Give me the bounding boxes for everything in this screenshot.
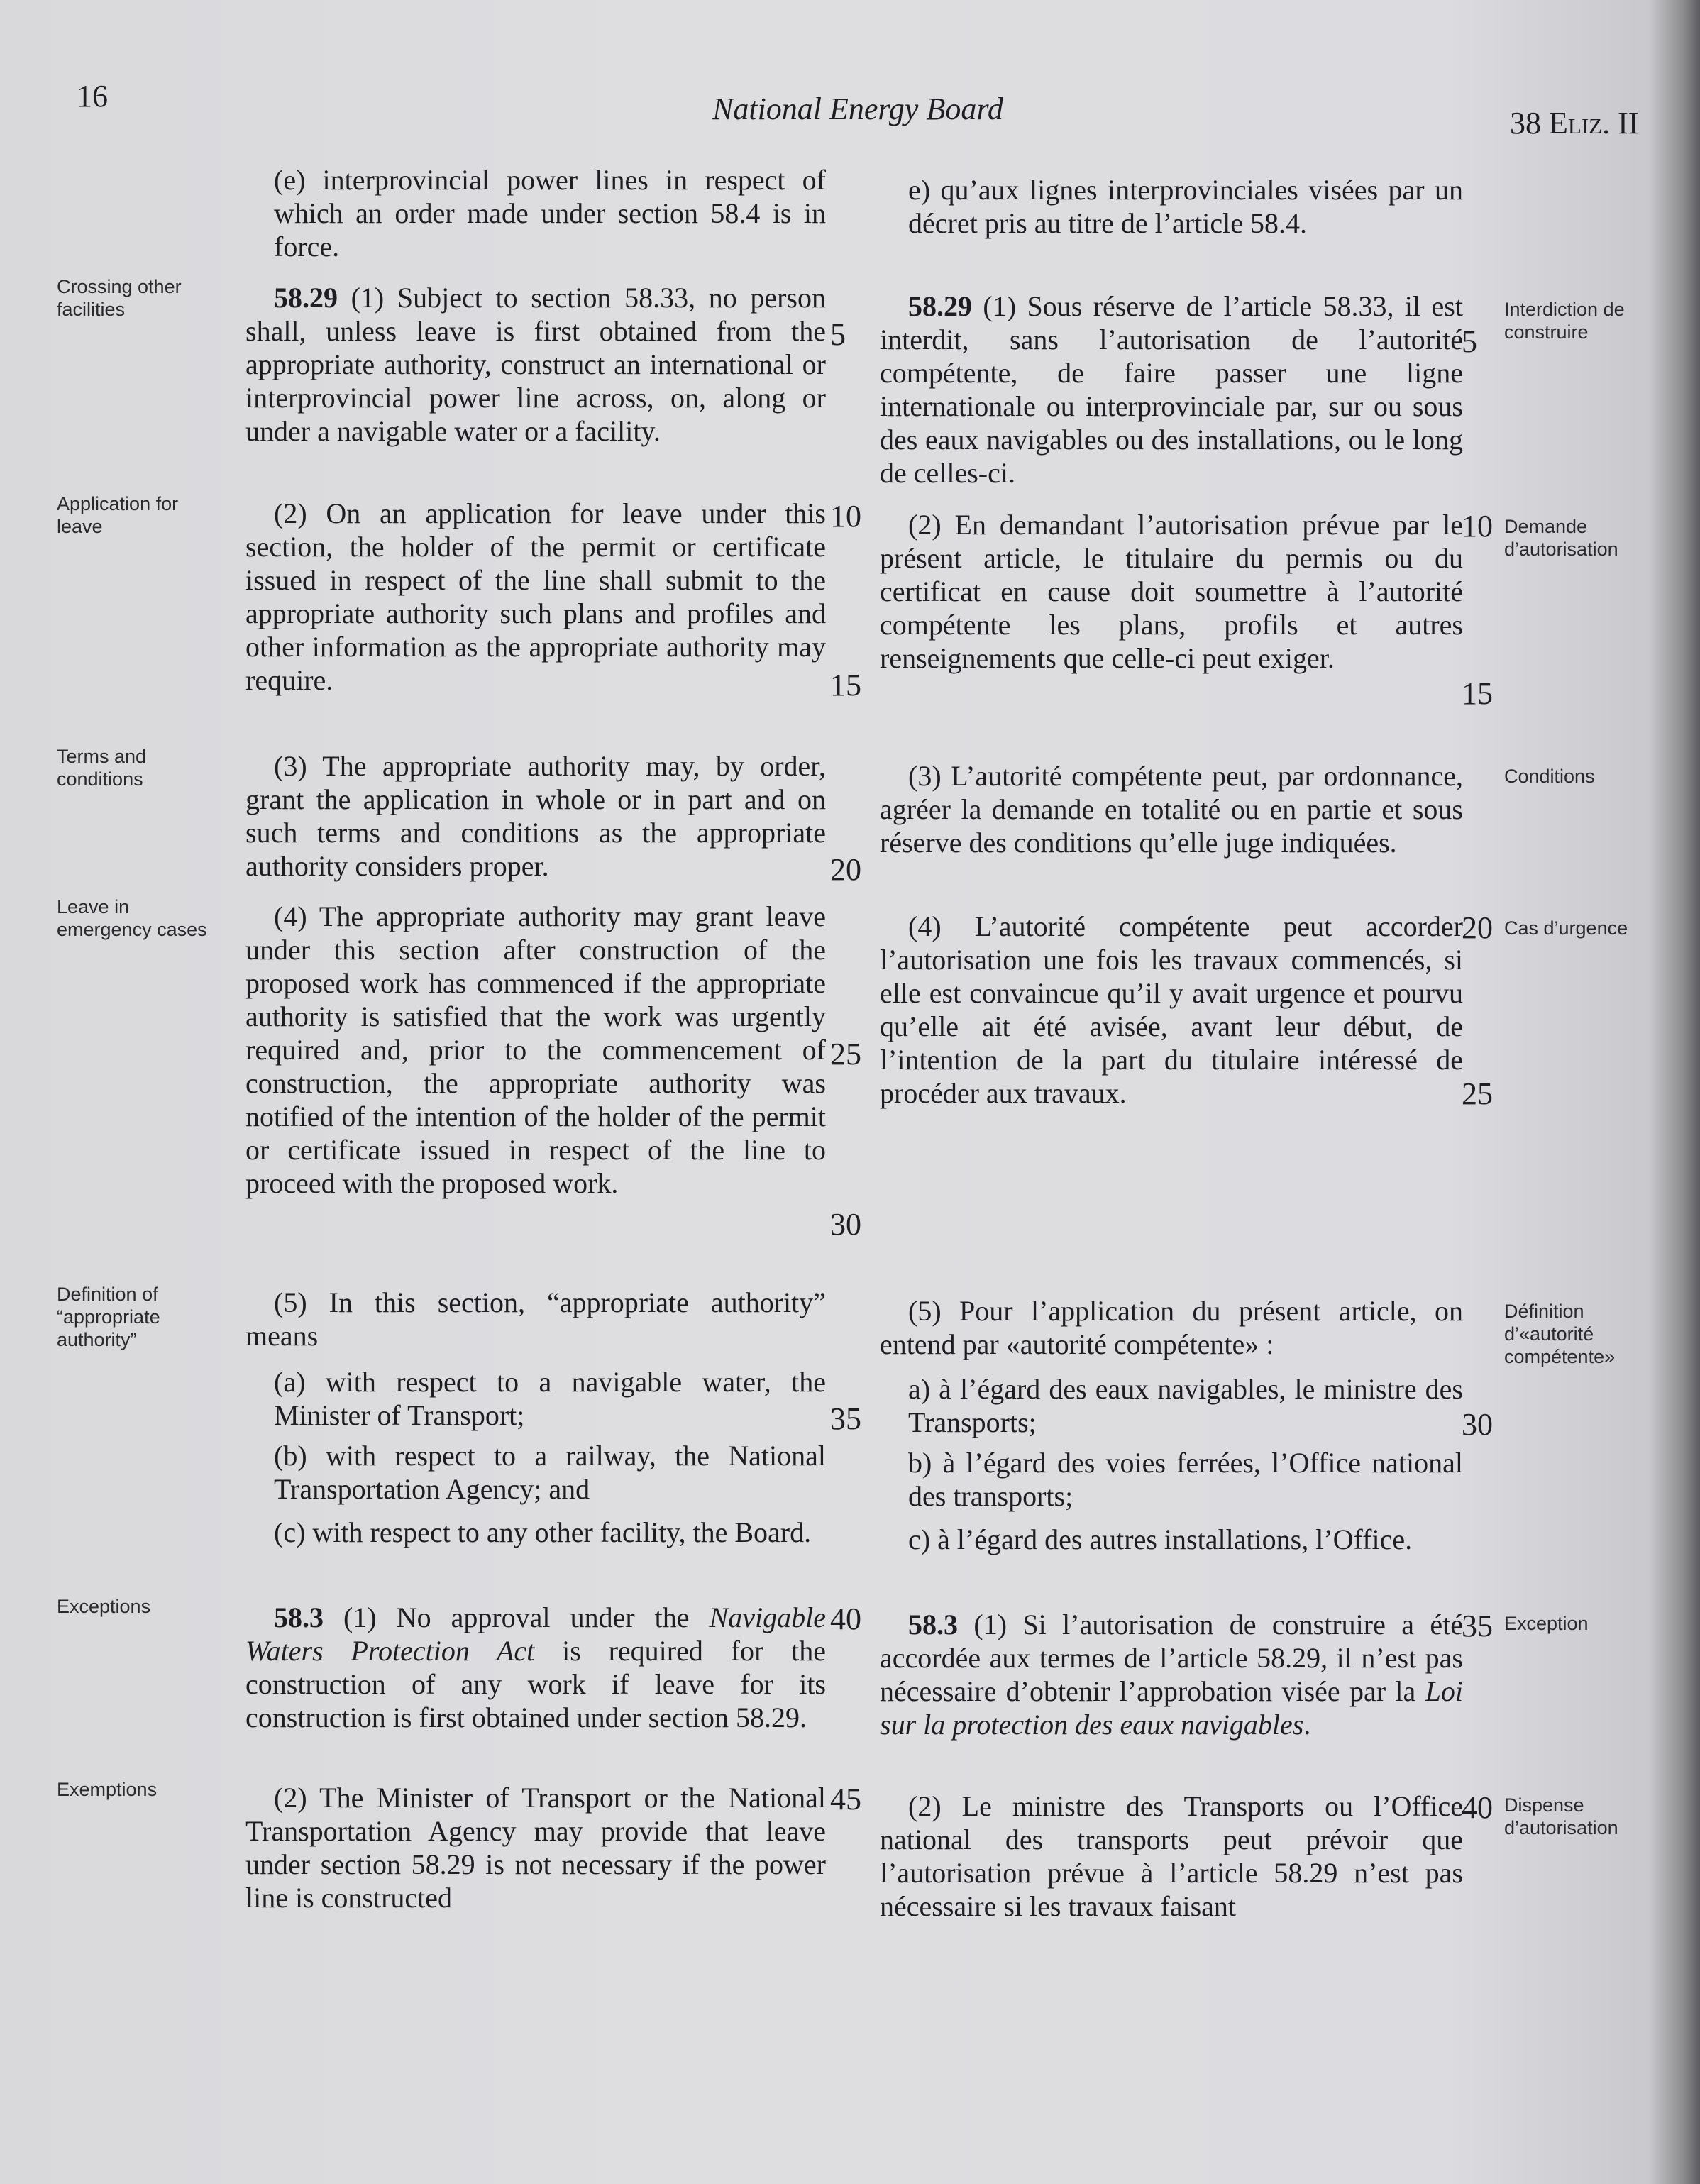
fr-line-number: 35	[1462, 1609, 1493, 1643]
margin-note-demande: Demande d’autorisation	[1504, 516, 1618, 560]
margin-note-application: Application for leave	[57, 493, 179, 537]
fr-section-number-58-3: 58.3	[908, 1609, 958, 1640]
en-line-number: 30	[830, 1207, 861, 1242]
en-act-title: Navigable Waters Protection Act	[245, 1601, 826, 1667]
en-line-number: 5	[830, 317, 846, 352]
margin-note-interdiction: Interdiction de construire	[1504, 299, 1625, 343]
fr-section-58-29-3: (3) L’autorité compétente peut, par ordonnance, agréer la demande en totalité ou en partie et sous réserve des conditions qu’elle juge indiquées.	[880, 760, 1463, 859]
en-section-58-3-1-text-b: is required for the construction of any work if leave for its construction is first obtained under section 58.29.	[245, 1635, 827, 1733]
margin-note-emergency: Leave in emergency cases	[57, 896, 207, 940]
en-section-58-3-1	[245, 1601, 826, 1734]
fr-line-number: 40	[1462, 1790, 1493, 1825]
margin-note-dispense: Dispense d’autorisation	[1504, 1794, 1618, 1838]
fr-line-number: 25	[1462, 1076, 1493, 1111]
margin-note-crossing: Crossing other facilities	[57, 276, 182, 320]
en-line-number: 45	[830, 1782, 861, 1816]
fr-section-58-3-1	[880, 1608, 1463, 1741]
margin-note-definition: Definition of “appropriate authority”	[57, 1284, 160, 1350]
en-line-number: 15	[830, 668, 861, 702]
margin-note-urgence: Cas d’urgence	[1504, 917, 1628, 939]
fr-section-58-29-1	[880, 289, 1463, 490]
en-section-58-29-4: (4) The appropriate authority may grant leave under this section after construction of the proposed work has commenced if the appropriate authority is satisfied that the work was urgently required and, prior to the commencement of construction, the appropriate authority was notified of the intention of the holder of the permit or certificate issued in respect of the line to proceed with the proposed work.	[245, 900, 826, 1199]
fr-line-number: 10	[1462, 509, 1493, 544]
margin-note-exception-fr: Exception	[1504, 1613, 1589, 1634]
running-title: National Energy Board	[712, 92, 1003, 126]
fr-item-c: c) à l’égard des autres installations, l’Office.	[908, 1523, 1413, 1555]
fr-section-58-3-2: (2) Le ministre des Transports ou l’Office national des transports peut prévoir que l’autorisation prévue à l’article 58.29 n’est pas nécessaire si les travaux faisant	[880, 1790, 1463, 1922]
en-section-58-29-2: (2) On an application for leave under this section, the holder of the permit or certificate issued in respect of the line shall submit to the appropriate authority such plans and profiles and other information as the appropriate authority may require.	[245, 497, 826, 696]
fr-section-58-29-5: (5) Pour l’application du présent article, on entend par «autorité compétente» :	[880, 1295, 1463, 1360]
en-line-number: 25	[830, 1037, 861, 1071]
en-section-number: 58.29	[274, 282, 338, 314]
page-number: 16	[77, 79, 108, 114]
en-section-58-3-1-text-a: (1) No approval under the	[324, 1601, 710, 1633]
fr-section-58-29-4: (4) L’autorité compétente peut accorder l’autorisation une fois les travaux commencés, si elle est convaincue qu’il y avait urgence et pourvu qu’elle ait été avisée, avant leur début, de l’intention de la part du titulaire intéressé de procéder aux travaux.	[880, 910, 1463, 1109]
fr-item-a: a) à l’égard des eaux navigables, le ministre des Transports;	[908, 1373, 1463, 1438]
en-item-c: (c) with respect to any other facility, the Board.	[274, 1516, 812, 1548]
fr-line-number: 30	[1462, 1407, 1493, 1442]
en-item-e: (e) interprovincial power lines in respect of which an order made under section 58.4 is in force.	[274, 164, 826, 263]
fr-item-e: e) qu’aux lignes interprovinciales visées par un décret pris au titre de l’article 58.4.	[908, 174, 1463, 239]
margin-note-definition-fr: Définition d’«autorité compétente»	[1504, 1301, 1616, 1367]
fr-section-58-29-1-text: (1) Sous réserve de l’article 58.33, il est interdit, sans l’autorisation de l’autorité compétente, de faire passer une ligne internationale ou interprovinciale par, sur ou sous des eaux navigables ou des installations, ou le long de celles-ci.	[880, 290, 1463, 489]
en-section-58-29-5: (5) In this section, “appropriate authority” means	[245, 1286, 826, 1352]
en-line-number: 35	[830, 1401, 861, 1436]
margin-note-exemptions: Exemptions	[57, 1779, 158, 1800]
fr-section-58-29-2: (2) En demandant l’autorisation prévue par le présent article, le titulaire du permis ou du certificat en cause doit soumettre à l’autorité compétente les plans, profils et autres renseignements que celle-ci peut exiger.	[880, 509, 1463, 674]
fr-section-58-3-1-text-a: (1) Si l’autorisation de construire a été accordée aux termes de l’article 58.29, il n’est pas nécessaire d’obtenir l’approbation visée par la	[880, 1609, 1463, 1707]
en-line-number: 20	[830, 852, 861, 887]
fr-act-title: Loi sur la protection des eaux navigables	[880, 1675, 1463, 1741]
fr-section-number: 58.29	[908, 290, 972, 322]
en-item-a: (a) with respect to a navigable water, the Minister of Transport;	[274, 1366, 826, 1431]
fr-item-b: b) à l’égard des voies ferrées, l’Office national des transports;	[908, 1447, 1463, 1512]
regnal-year: 38 Eliz. II	[1510, 106, 1639, 140]
en-item-b: (b) with respect to a railway, the National Transportation Agency; and	[274, 1440, 826, 1505]
fr-line-number: 5	[1462, 324, 1477, 359]
en-line-number: 40	[830, 1601, 861, 1636]
margin-note-exceptions: Exceptions	[57, 1596, 151, 1617]
en-line-number: 10	[830, 499, 861, 534]
fr-line-number: 20	[1462, 910, 1493, 945]
fr-line-number: 15	[1462, 676, 1493, 711]
margin-note-conditions: Conditions	[1504, 766, 1595, 787]
en-section-58-29-1	[245, 281, 826, 448]
en-section-58-3-2: (2) The Minister of Transport or the National Transportation Agency may provide that leave under section 58.29 is not necessary if the power line is constructed	[245, 1782, 826, 1914]
margin-note-terms: Terms and conditions	[57, 746, 147, 790]
en-section-number-58-3: 58.3	[274, 1601, 324, 1633]
en-section-58-29-1-text: (1) Subject to section 58.33, no person shall, unless leave is first obtained from the appropriate authority, construct an international or interprovincial power line across, on, along or under a navigable water or a facility.	[245, 282, 826, 447]
en-section-58-29-3: (3) The appropriate authority may, by order, grant the application in whole or in part and on such terms and conditions as the appropriate authority considers proper.	[245, 750, 826, 882]
fr-section-58-3-1-text-b: .	[1303, 1709, 1311, 1741]
